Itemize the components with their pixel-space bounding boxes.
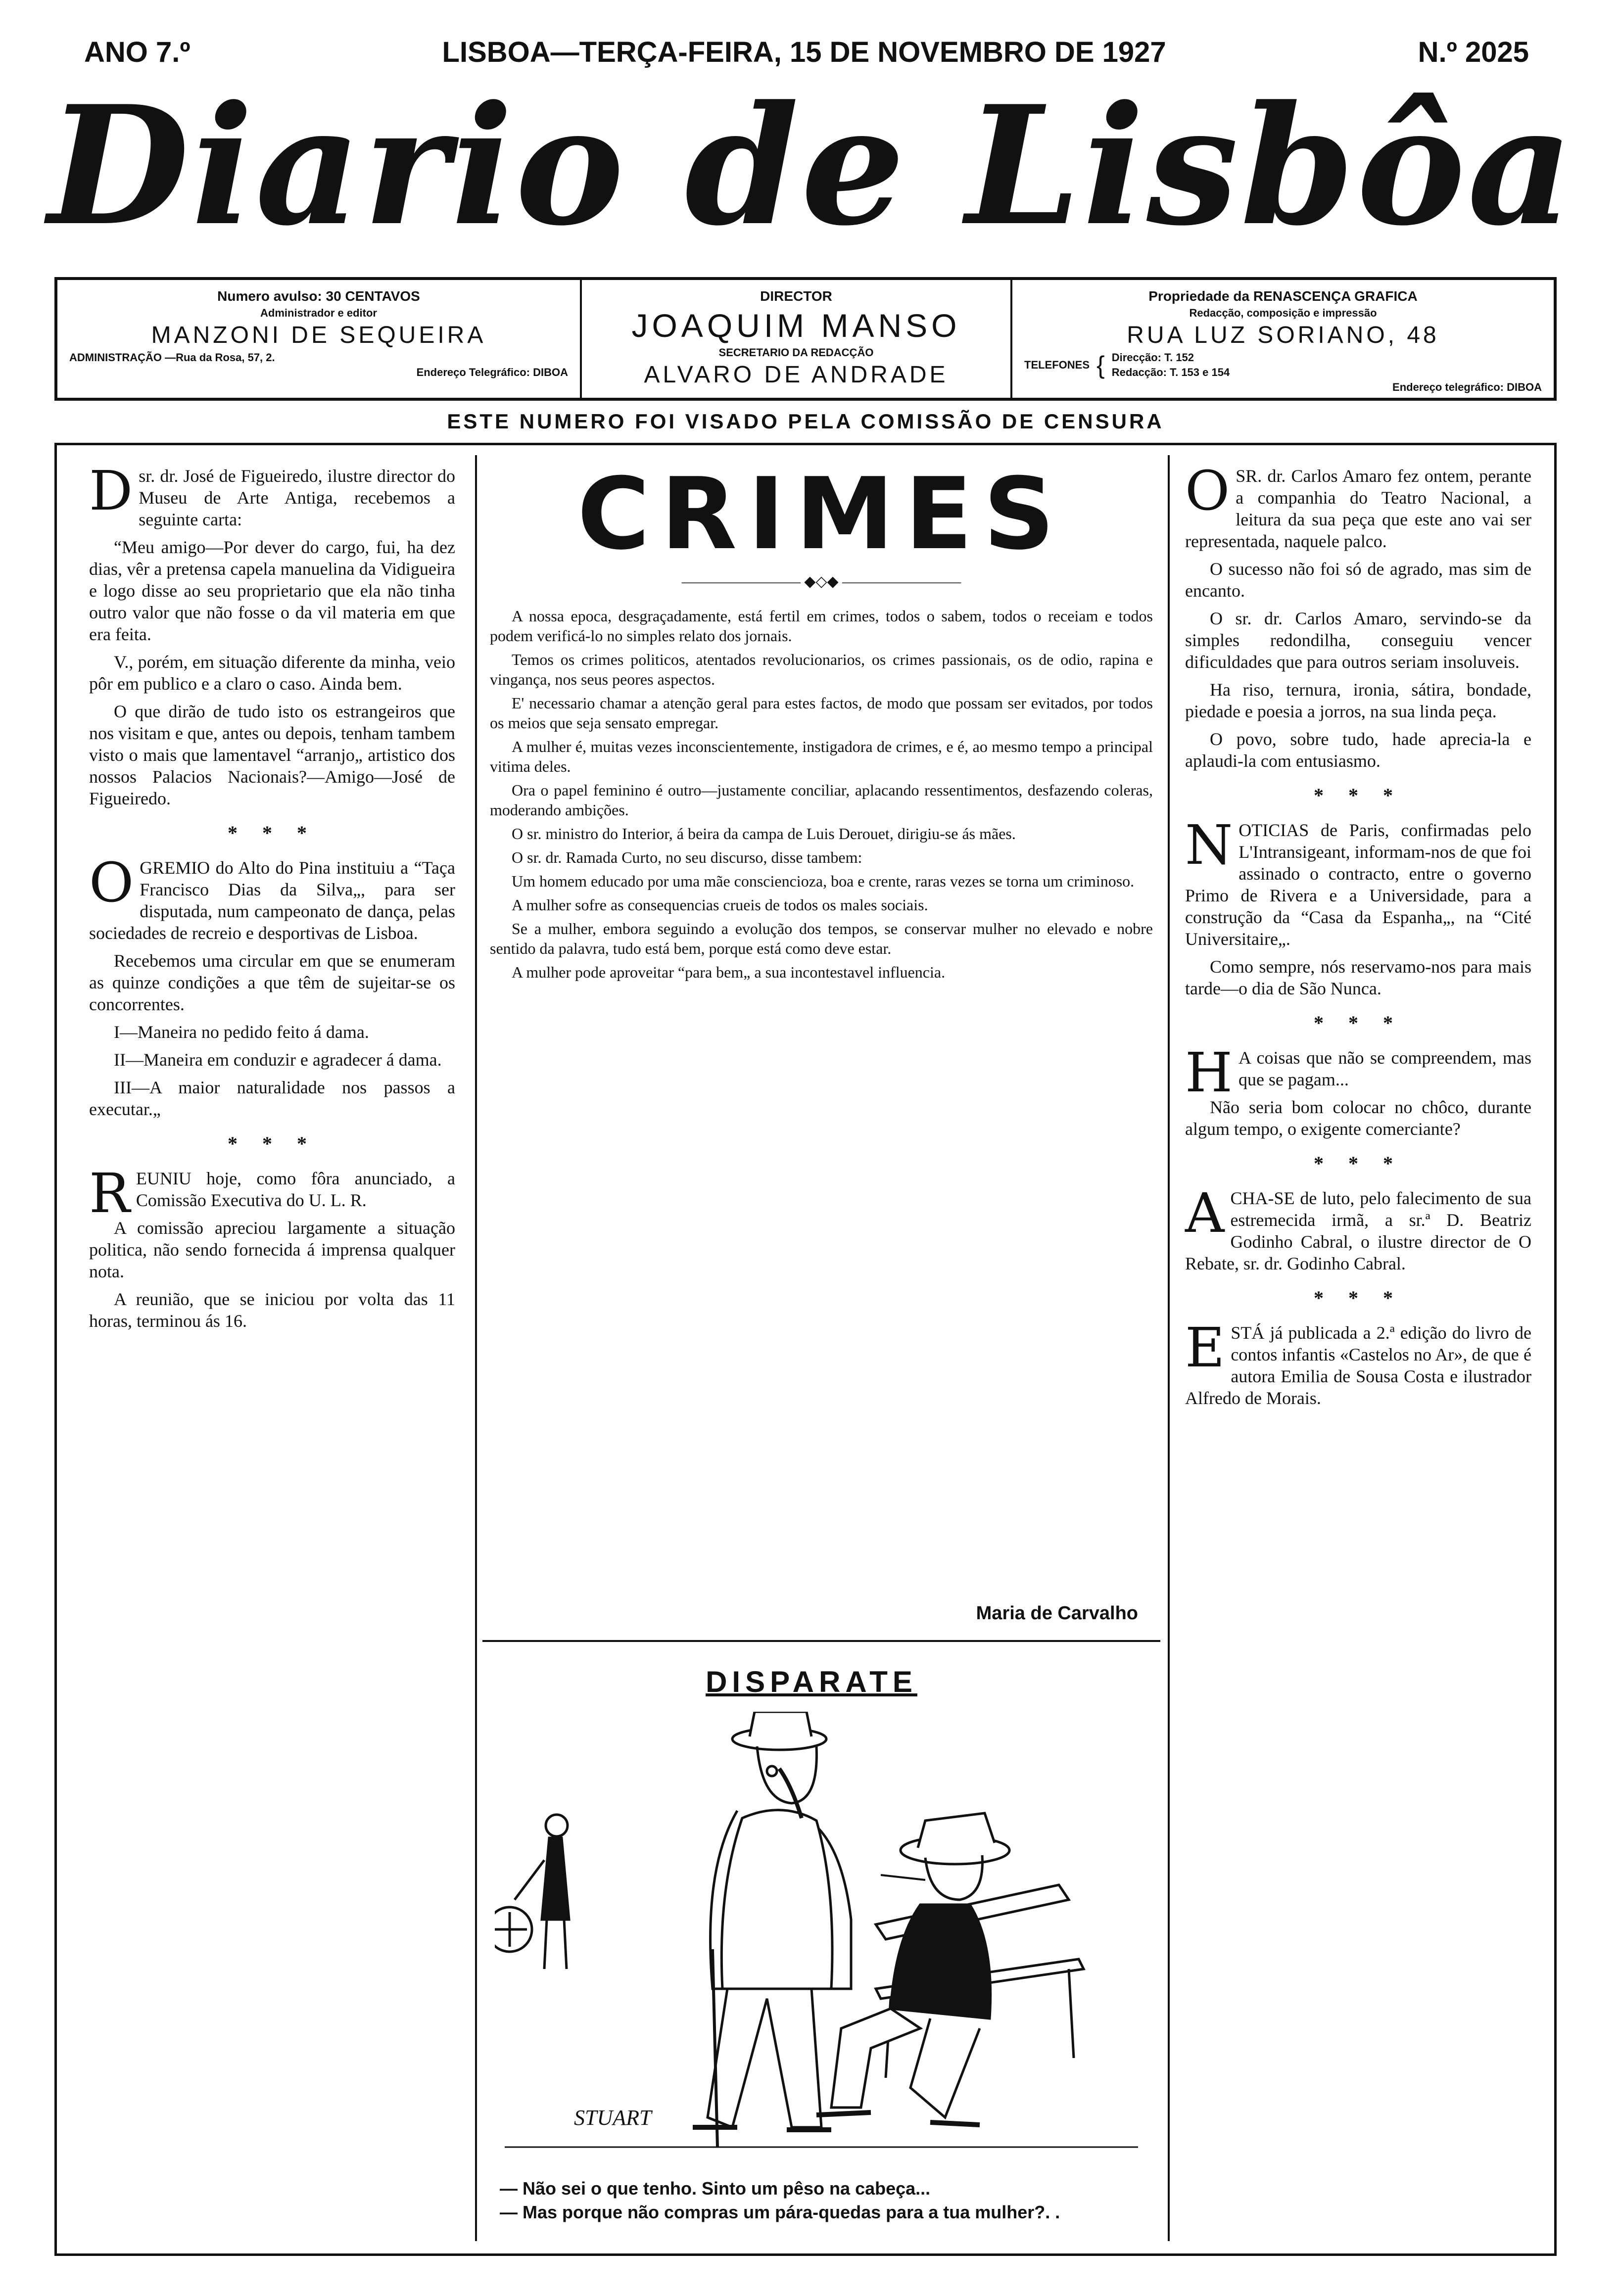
drop-cap: D <box>89 459 133 522</box>
article-text: Ora o papel feminino é outro—justamente conciliar, aplacando ressentimentos, desfazendo coleras, moderando ambições. <box>490 781 1153 819</box>
year-label: ANO 7.º <box>84 36 190 68</box>
drop-cap: O <box>1185 459 1230 522</box>
article-text: O sr. dr. Ramada Curto, no seu discurso, disse tambem: <box>512 848 862 866</box>
cartoon-caption <box>500 2177 1158 2231</box>
article-text: A nossa epoca, desgraçadamente, está fertil em crimes, todos o sabem, todos o receiam e todos podem verificá-lo no simples relato dos jornais. <box>490 607 1153 645</box>
drop-cap: N <box>1185 813 1233 877</box>
standing-man <box>693 1712 851 2147</box>
article-text: O que dirão de tudo isto os estrangeiros que nos visitam e que, antes ou depois, tenham tambem visto o mais que lamentavel “arranjo„ artistico dos nossos Palacios Nacionais?—Amigo—José de Figueiredo. <box>89 702 455 808</box>
phones-block <box>1024 350 1542 380</box>
street-address: RUA LUZ SORIANO, 48 <box>1127 322 1439 348</box>
article-text: EUNIU hoje, como fôra anunciado, a Comissão Executiva do U. L. R. <box>136 1169 455 1210</box>
background-figure <box>495 1815 569 1969</box>
admin-address: ADMINISTRAÇÃO —Rua da Rosa, 57, 2. <box>69 351 275 364</box>
article-text: Um homem educado por uma mãe consciencioza, boa e crente, raras vezes se torna um criminoso. <box>512 872 1135 890</box>
admin-label: Administrador e editor <box>260 307 377 319</box>
admin-name: MANZONI DE SEQUEIRA <box>151 322 486 348</box>
dateline: LISBOA—TERÇA-FEIRA, 15 DE NOVEMBRO DE 1927 <box>442 36 1166 68</box>
article-text: V., porém, em situação diferente da minha, veio pôr em publico e a claro o caso. Ainda bem. <box>89 652 455 694</box>
article-text: CHA-SE de luto, pelo falecimento de sua estremecida irmã, a sr.ª D. Beatriz Godinho Cabral, o ilustre director de O Rebate, sr. dr. Godinho Cabral. <box>1185 1188 1531 1273</box>
section-separator: * * * <box>1314 784 1403 806</box>
drop-cap: A <box>1185 1181 1225 1245</box>
telegraph-address-left: Endereço Telegráfico: DIBOA <box>416 366 568 378</box>
section-separator: * * * <box>1314 1152 1403 1174</box>
column-rule-right <box>1168 455 1170 2241</box>
section-separator: * * * <box>1314 1012 1403 1034</box>
article-text: Ha riso, ternura, ironia, sátira, bondade, piedade e poesia a jorros, na sua linda peça. <box>1185 680 1531 721</box>
phones-brace: { <box>1096 351 1105 379</box>
article-text: O povo, sobre tudo, hade aprecia-la e aplaudi-la com entusiasmo. <box>1185 729 1531 771</box>
price-label: Numero avulso: 30 CENTAVOS <box>217 288 420 304</box>
article-text: GREMIO do Alto do Pina instituiu a “Taça Francisco Dias da Silva„, para ser disputada, num campeonato de dança, pelas sociedades de recreio e desportivas de Lisboa. <box>89 858 455 943</box>
caption-line-2: — Mas porque não compras um pára-quedas para a tua mulher?. . <box>500 2202 1060 2222</box>
article-text: A reunião, que se iniciou por volta das 11 horas, terminou ás 16. <box>89 1289 455 1331</box>
info-box-right <box>1012 280 1554 398</box>
seated-man <box>816 1813 1009 2125</box>
column-rule-left <box>475 455 477 2241</box>
article-text: O sr. dr. Carlos Amaro, servindo-se da simples redondilha, conseguiu vencer dificuldades que para outros seriam insoluveis. <box>1185 609 1531 672</box>
issue-number: N.º 2025 <box>1418 36 1529 68</box>
article-text: “Meu amigo—Por dever do cargo, fui, ha dez dias, vêr a pretensa capela manuelina da Vidigueira e logo disse ao seu proprietario que ela não tinha outro valor que não fosse o da vil materia em que era feita. <box>89 537 455 644</box>
crimes-article <box>490 606 1153 1600</box>
drop-cap: O <box>89 851 134 914</box>
column-left <box>89 459 455 2246</box>
article-text: Se a mulher, embora seguindo a evolução dos tempos, se conservar mulher no elevado e nobre sentido da palavra, tudo está bem, porque está como deve estar. <box>490 920 1153 957</box>
director-label: DIRECTOR <box>760 288 832 304</box>
censorship-note: ESTE NUMERO FOI VISADO PELA COMISSÃO DE CENSURA <box>447 410 1164 433</box>
article-text: A mulher sofre as consequencias crueis de todos os males sociais. <box>512 896 928 914</box>
article-byline: Maria de Carvalho <box>976 1603 1138 1624</box>
phone-direction: Direcção: T. 152 <box>1111 351 1194 364</box>
info-box-left <box>57 280 582 398</box>
article-text: O sr. ministro do Interior, á beira da campa de Luis Derouet, dirigiu-se ás mães. <box>512 825 1016 843</box>
article-text: Não seria bom colocar no chôco, durante algum tempo, o exigente comerciante? <box>1185 1097 1531 1139</box>
caption-line-1: — Não sei o que tenho. Sinto um pêso na cabeça... <box>500 2178 931 2199</box>
column-right <box>1185 459 1531 2246</box>
article-text: E' necessario chamar a atenção geral para estes factos, de modo que possam ser evitados, por todos os meios que seja sensato empregar. <box>490 694 1153 732</box>
article-text: Temos os crimes politicos, atentados revolucionarios, os crimes passionais, os de odio, rapina e vingança, nos seus peores aspectos. <box>490 651 1153 688</box>
article-text: I—Maneira no pedido feito á dama. <box>114 1022 369 1042</box>
artist-signature: STUART <box>574 2106 652 2130</box>
article-text: Como sempre, nós reservamo-nos para mais tarde—o dia de São Nunca. <box>1185 957 1531 998</box>
headline-ornament: ———————— ◆◇◆ ———————— <box>681 573 961 590</box>
article-text: Recebemos uma circular em que se enumeram as quinze condições a que têm de sujeitar-se os concorrentes. <box>89 951 455 1014</box>
phone-list <box>1112 350 1230 380</box>
drop-cap: H <box>1185 1041 1233 1104</box>
phones-label: TELEFONES <box>1024 359 1090 371</box>
article-text: SR. dr. Carlos Amaro fez ontem, perante a companhia do Teatro Nacional, a leitura da sua peça que este ano vai ser representada, naquele palco. <box>1185 466 1531 551</box>
top-info-line <box>84 30 1529 74</box>
article-text: sr. dr. José de Figueiredo, ilustre director do Museu de Arte Antiga, recebemos a seguinte carta: <box>139 466 455 529</box>
article-text: II—Maneira em conduzir e agradecer á dama. <box>114 1050 442 1070</box>
director-name: JOAQUIM MANSO <box>631 307 961 344</box>
article-text: A comissão apreciou largamente a situação politica, não sendo fornecida á imprensa qualquer nota. <box>89 1218 455 1281</box>
section-separator: * * * <box>1314 1287 1403 1309</box>
article-text: III—A maior naturalidade nos passos a executar.„ <box>89 1078 455 1119</box>
crimes-headline: CRIMES <box>577 457 1066 572</box>
masthead-title: Diario de Lisbôa <box>48 70 1575 262</box>
drop-cap: E <box>1185 1316 1225 1379</box>
redaction-label: Redacção, composição e impressão <box>1189 307 1377 319</box>
section-separator: * * * <box>228 1132 317 1155</box>
article-text: A coisas que não se compreendem, mas que se pagam... <box>1238 1048 1531 1089</box>
section-separator: * * * <box>228 822 317 844</box>
owner-label: Propriedade da RENASCENÇA GRAFICA <box>1148 288 1418 304</box>
info-box-middle <box>582 280 1012 398</box>
telegraph-address-right: Endereço telegráfico: DIBOA <box>1392 381 1542 393</box>
phone-redaction: Redacção: T. 153 e 154 <box>1111 366 1230 378</box>
article-text: OTICIAS de Paris, confirmadas pelo L'Intransigeant, informam-nos de que foi assinado o contracto, entre o governo Primo de Rivera e a Universidade, para a construção da “Casa da Espanha„, na “Cité Universitaire„. <box>1185 820 1531 949</box>
secretary-label: SECRETARIO DA REDACÇÃO <box>718 346 874 359</box>
article-text: A mulher pode aproveitar “para bem„ a sua incontestavel influencia. <box>512 963 946 981</box>
article-text: O sucesso não foi só de agrado, mas sim de encanto. <box>1185 559 1531 601</box>
cartoon-illustration <box>495 1712 1148 2177</box>
section-divider <box>482 1640 1160 1642</box>
info-box <box>54 277 1557 401</box>
cartoon-title: DISPARATE <box>706 1665 917 1698</box>
article-text: A mulher é, muitas vezes inconscientemente, instigadora de crimes, e é, ao mesmo tempo a principal vitima deles. <box>490 738 1153 775</box>
drop-cap: R <box>89 1162 130 1225</box>
secretary-name: ALVARO DE ANDRADE <box>644 362 949 388</box>
article-text: STÁ já publicada a 2.ª edição do livro de contos infantis «Castelos no Ar», de que é autora Emilia de Sousa Costa e ilustrador Alfredo de Morais. <box>1185 1323 1531 1408</box>
